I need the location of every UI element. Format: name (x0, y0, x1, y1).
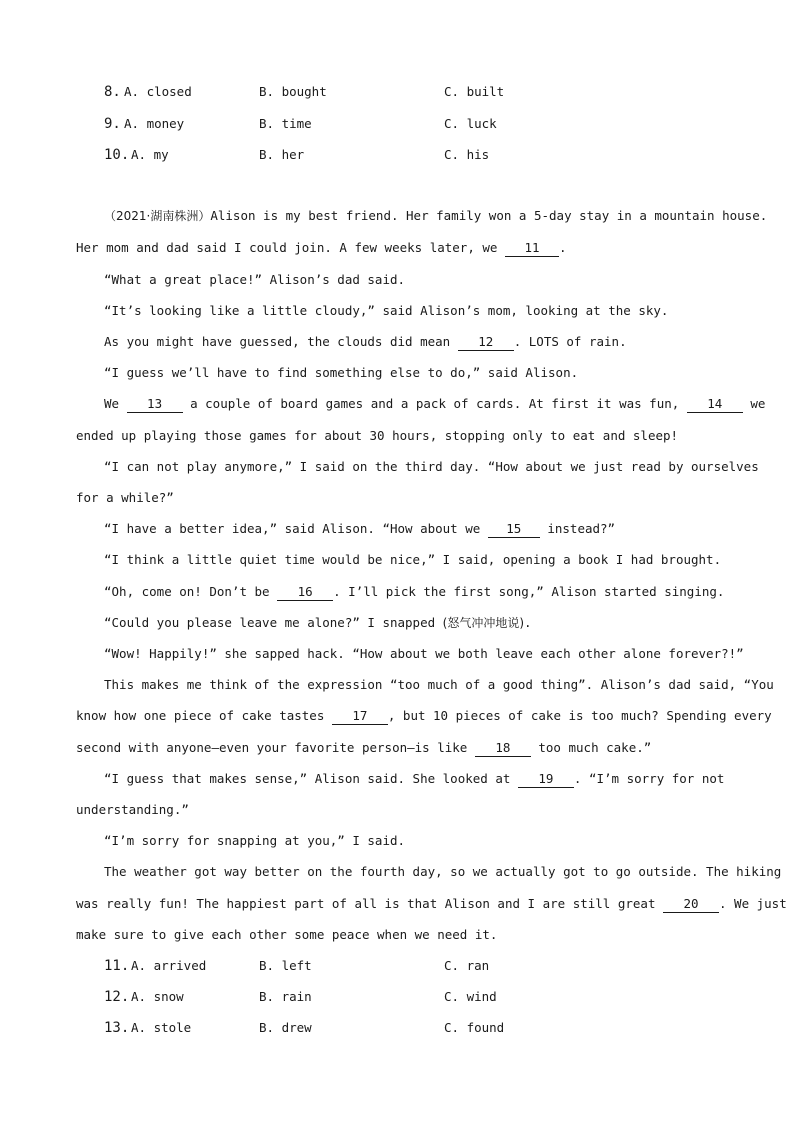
passage-line: This makes me think of the expression “too much of a good thing”. Alison’s dad said, “You (104, 677, 774, 692)
option-a: A. money (124, 116, 185, 131)
passage-line: “I think a little quiet time would be nice,” I said, opening a book I had brought. (104, 552, 722, 567)
question-number: 13. (104, 1020, 130, 1036)
question-10-options (104, 145, 524, 165)
option-a: A. arrived (131, 958, 207, 973)
question-12-options (104, 987, 524, 1007)
passage-line: “I’m sorry for snapping at you,” I said. (104, 833, 406, 848)
passage-line: “It’s looking like a little cloudy,” said Alison’s mom, looking at the sky. (104, 303, 669, 318)
passage-line: “Wow! Happily!” she sapped hack. “How about we both leave each other alone forever?!” (104, 646, 744, 661)
passage-line: “Could you please leave me alone?” I snapped (怒气冲冲地说). (104, 615, 532, 630)
question-13-options (104, 1018, 524, 1038)
blank-13: 13 (127, 396, 183, 413)
option-a: A. snow (131, 989, 184, 1004)
passage-line: “I have a better idea,” said Alison. “How about we 15 instead?” (104, 521, 616, 536)
blank-18: 18 (475, 740, 531, 757)
passage-line: We 13 a couple of board games and a pack of cards. At first it was fun, 14 we (104, 396, 766, 411)
option-c: C. found (444, 1020, 505, 1035)
passage-line: Her mom and dad said I could join. A few weeks later, we 11 . (76, 240, 567, 255)
passage-line: “I can not play anymore,” I said on the third day. “How about we just read by ourselves (104, 459, 759, 474)
question-number: 10. (104, 147, 130, 163)
passage-line: for a while?” (76, 490, 174, 505)
blank-16: 16 (277, 584, 333, 601)
option-c: C. luck (444, 116, 497, 131)
blank-17: 17 (332, 708, 388, 725)
option-b: B. bought (259, 84, 327, 99)
option-a: A. closed (124, 84, 192, 99)
passage-line: ended up playing those games for about 30 hours, stopping only to eat and sleep! (76, 428, 679, 443)
option-b: B. rain (259, 989, 312, 1004)
passage-line: “I guess that makes sense,” Alison said. She looked at 19 . “I’m sorry for not (104, 771, 725, 786)
blank-12: 12 (458, 334, 514, 351)
blank-19: 19 (518, 771, 574, 788)
passage-line: understanding.” (76, 802, 189, 817)
option-b: B. drew (259, 1020, 312, 1035)
option-b: B. left (259, 958, 312, 973)
blank-20: 20 (663, 896, 719, 913)
passage-line: （2021·湖南株洲）Alison is my best friend. Her family won a 5-day stay in a mountain house. (104, 208, 768, 223)
option-a: A. my (131, 147, 169, 162)
option-c: C. wind (444, 989, 497, 1004)
passage-line: was really fun! The happiest part of all is that Alison and I are still great 20 . We just (76, 896, 787, 911)
option-b: B. time (259, 116, 312, 131)
passage-line: second with anyone—even your favorite person—is like 18 too much cake.” (76, 740, 652, 755)
passage-line: “I guess we’ll have to find something else to do,” said Alison. (104, 365, 579, 380)
blank-14: 14 (687, 396, 743, 413)
question-8-options (104, 82, 524, 102)
question-11-options (104, 956, 524, 976)
option-c: C. built (444, 84, 505, 99)
passage-line: “Oh, come on! Don’t be 16 . I’ll pick the first song,” Alison started singing. (104, 584, 725, 599)
option-b: B. her (259, 147, 305, 162)
option-c: C. ran (444, 958, 490, 973)
question-9-options (104, 114, 524, 134)
annotation-note: (怒气冲冲地说) (442, 616, 525, 630)
option-c: C. his (444, 147, 490, 162)
blank-15: 15 (488, 521, 540, 538)
source-tag: （2021·湖南株洲） (104, 209, 211, 223)
question-number: 8. (104, 84, 121, 100)
passage-line: make sure to give each other some peace when we need it. (76, 927, 498, 942)
passage-line: The weather got way better on the fourth day, so we actually got to go outside. The hiking (104, 864, 782, 879)
question-number: 9. (104, 116, 121, 132)
passage-line: “What a great place!” Alison’s dad said. (104, 272, 406, 287)
option-a: A. stole (131, 1020, 192, 1035)
question-number: 11. (104, 958, 130, 974)
question-number: 12. (104, 989, 130, 1005)
passage-line: know how one piece of cake tastes 17 , but 10 pieces of cake is too much? Spending every (76, 708, 772, 723)
blank-11: 11 (505, 240, 559, 257)
passage-line: As you might have guessed, the clouds did mean 12 . LOTS of rain. (104, 334, 627, 349)
